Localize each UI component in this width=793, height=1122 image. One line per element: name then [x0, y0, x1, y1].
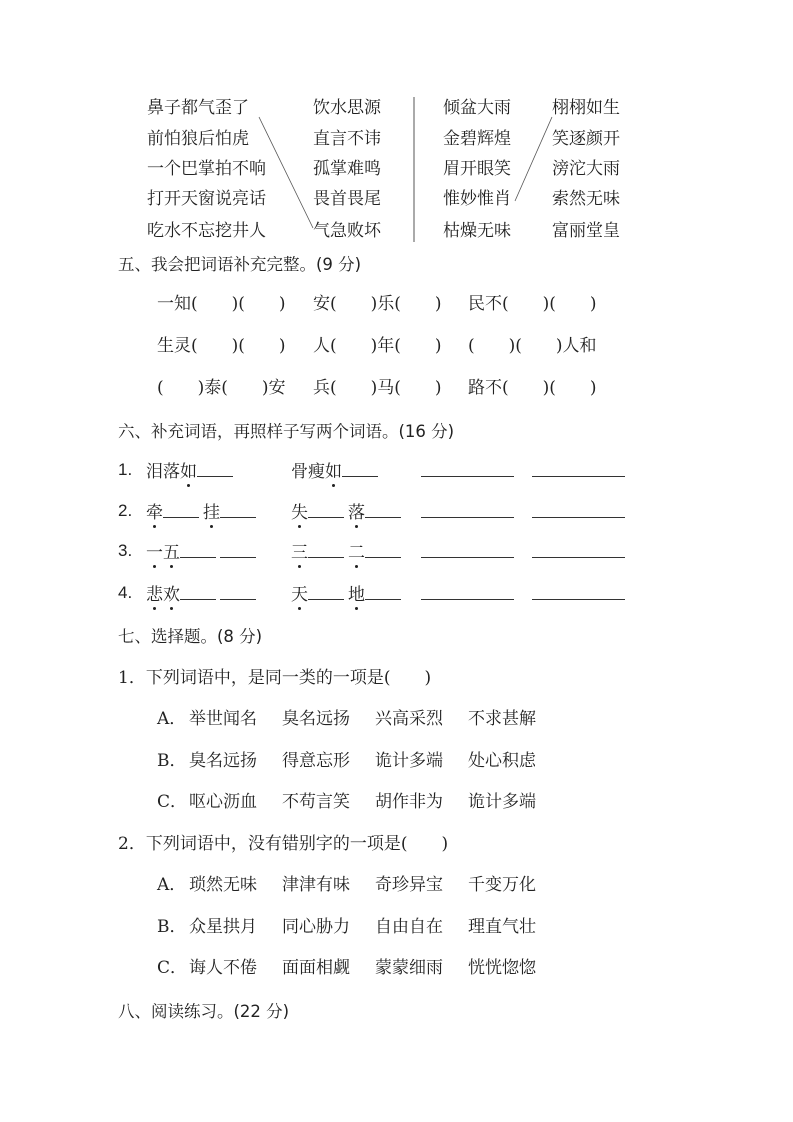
answer-blank[interactable]	[308, 583, 344, 600]
option-word: 诡计多端	[375, 750, 443, 771]
item-number: 2.	[118, 501, 133, 520]
fill-item[interactable]: ( )( )人和	[468, 336, 597, 356]
word-char: 五	[163, 543, 180, 563]
word-char: 牵	[146, 503, 163, 523]
option-word: 众星拱月	[189, 916, 257, 937]
answer-blank[interactable]	[421, 460, 514, 477]
section-6-title: 六、补充词语，再照样子写两个词语。(16 分)	[118, 422, 455, 441]
match-item[interactable]: 气急败坏	[313, 221, 381, 241]
answer-blank[interactable]	[197, 460, 233, 477]
word-blank-item	[146, 460, 237, 482]
word-blank-item	[146, 541, 260, 563]
question-text: 2．下列词语中，没有错别字的一项是( )	[118, 834, 449, 854]
match-item[interactable]: 索然无味	[552, 189, 620, 209]
fill-item[interactable]: 民不( )( )	[468, 294, 597, 314]
option-word: 不求甚解	[468, 709, 536, 729]
option-word: 蒙蒙细雨	[375, 958, 443, 978]
answer-blank[interactable]	[220, 583, 256, 600]
word-char: 骨瘦	[291, 462, 325, 482]
option-word: 千变万化	[468, 875, 536, 895]
option-word: 举世闻名	[189, 709, 257, 729]
answer-line	[259, 117, 313, 228]
word-char: 如	[180, 462, 197, 482]
answer-blank[interactable]	[532, 583, 625, 600]
section-7-title: 七、选择题。(8 分)	[118, 627, 263, 646]
section-8-title: 八、阅读练习。(22 分)	[118, 1002, 290, 1021]
option-label[interactable]: B．	[157, 750, 187, 771]
option-word: 诡计多端	[468, 792, 536, 812]
word-char: 落	[348, 503, 365, 523]
fill-item[interactable]: ( )泰( )安	[157, 378, 286, 398]
word-blank-item	[291, 583, 405, 605]
item-number: 4.	[118, 583, 133, 602]
answer-blank[interactable]	[365, 583, 401, 600]
word-blank-item	[291, 541, 405, 563]
match-item[interactable]: 金碧辉煌	[443, 129, 511, 149]
answer-blank[interactable]	[220, 541, 256, 558]
item-number: 3.	[118, 541, 133, 560]
word-blank-item	[291, 460, 382, 482]
word-char: 天	[291, 585, 308, 605]
option-word: 理直气壮	[468, 916, 536, 937]
answer-blank[interactable]	[180, 583, 216, 600]
match-item[interactable]: 打开天窗说亮话	[147, 189, 266, 209]
match-item[interactable]: 枯燥无味	[443, 221, 511, 241]
answer-blank[interactable]	[308, 541, 344, 558]
answer-blank[interactable]	[163, 501, 199, 518]
word-blank-item	[146, 501, 260, 523]
option-word: 奇珍异宝	[375, 875, 443, 895]
fill-item[interactable]: 安( )乐( )	[313, 294, 442, 314]
option-word: 处心积虑	[468, 750, 536, 771]
match-item[interactable]: 富丽堂皇	[552, 221, 620, 241]
question-text: 1．下列词语中，是同一类的一项是( )	[118, 668, 432, 688]
option-word: 津津有味	[282, 875, 350, 895]
word-char: 二	[348, 543, 365, 563]
option-word: 恍恍惚惚	[468, 958, 536, 978]
answer-blank[interactable]	[532, 541, 625, 558]
word-char: 悲	[146, 585, 163, 605]
fill-item[interactable]: 兵( )马( )	[313, 378, 442, 398]
match-item[interactable]: 滂沱大雨	[552, 159, 620, 179]
word-blank-item	[291, 501, 405, 523]
match-item[interactable]: 倾盆大雨	[443, 98, 511, 118]
answer-blank[interactable]	[532, 501, 625, 518]
option-word: 不苟言笑	[282, 792, 350, 812]
answer-blank[interactable]	[365, 541, 401, 558]
option-word: 呕心沥血	[189, 792, 257, 812]
section-5-title: 五、我会把词语补充完整。(9 分)	[118, 255, 362, 274]
answer-blank[interactable]	[220, 501, 256, 518]
match-item[interactable]: 眉开眼笑	[443, 159, 511, 179]
option-label[interactable]: A．	[157, 709, 187, 729]
answer-blank[interactable]	[308, 501, 344, 518]
answer-blank[interactable]	[342, 460, 378, 477]
option-label[interactable]: B．	[157, 916, 187, 937]
word-char: 泪落	[146, 462, 180, 482]
match-item[interactable]: 栩栩如生	[552, 98, 620, 118]
option-word: 琐然无味	[189, 875, 257, 895]
option-word: 兴高采烈	[375, 709, 443, 729]
word-char: 三	[291, 543, 308, 563]
word-char: 挂	[203, 503, 220, 523]
match-item[interactable]: 前怕狼后怕虎	[147, 129, 249, 149]
match-item[interactable]: 畏首畏尾	[313, 189, 381, 209]
option-label[interactable]: C．	[157, 958, 188, 978]
option-word: 同心胁力	[282, 916, 350, 937]
match-item[interactable]: 惟妙惟肖	[443, 189, 511, 209]
word-char: 一	[146, 543, 163, 563]
option-word: 臭名远扬	[282, 709, 350, 729]
match-item[interactable]: 一个巴掌拍不响	[147, 159, 266, 179]
option-label[interactable]: A．	[157, 875, 187, 895]
option-word: 自由自在	[375, 916, 443, 937]
match-item[interactable]: 孤掌难鸣	[313, 159, 381, 179]
fill-item[interactable]: 生灵( )( )	[157, 336, 286, 356]
match-item[interactable]: 吃水不忘挖井人	[147, 221, 266, 241]
answer-blank[interactable]	[365, 501, 401, 518]
word-blank-item	[146, 583, 260, 605]
word-char: 失	[291, 503, 308, 523]
option-label[interactable]: C．	[157, 792, 188, 812]
answer-line	[515, 117, 552, 201]
item-number: 1.	[118, 460, 133, 479]
answer-blank[interactable]	[421, 541, 514, 558]
word-char: 地	[348, 585, 365, 605]
word-char: 欢	[163, 585, 180, 605]
fill-item[interactable]: 人( )年( )	[313, 336, 442, 356]
option-word: 得意忘形	[282, 750, 350, 771]
answer-blank[interactable]	[421, 501, 514, 518]
fill-item[interactable]: 路不( )( )	[468, 378, 597, 398]
fill-item[interactable]: 一知( )( )	[157, 294, 286, 314]
option-word: 胡作非为	[375, 792, 443, 812]
answer-blank[interactable]	[180, 541, 216, 558]
match-item[interactable]: 鼻子都气歪了	[147, 98, 249, 118]
answer-blank[interactable]	[421, 583, 514, 600]
option-word: 诲人不倦	[189, 958, 257, 978]
match-item[interactable]: 笑逐颜开	[552, 129, 620, 149]
answer-blank[interactable]	[532, 460, 625, 477]
word-char: 如	[325, 462, 342, 482]
option-word: 面面相觑	[282, 958, 350, 978]
option-word: 臭名远扬	[189, 750, 257, 771]
match-item[interactable]: 直言不讳	[313, 129, 381, 149]
match-item[interactable]: 饮水思源	[313, 98, 381, 118]
